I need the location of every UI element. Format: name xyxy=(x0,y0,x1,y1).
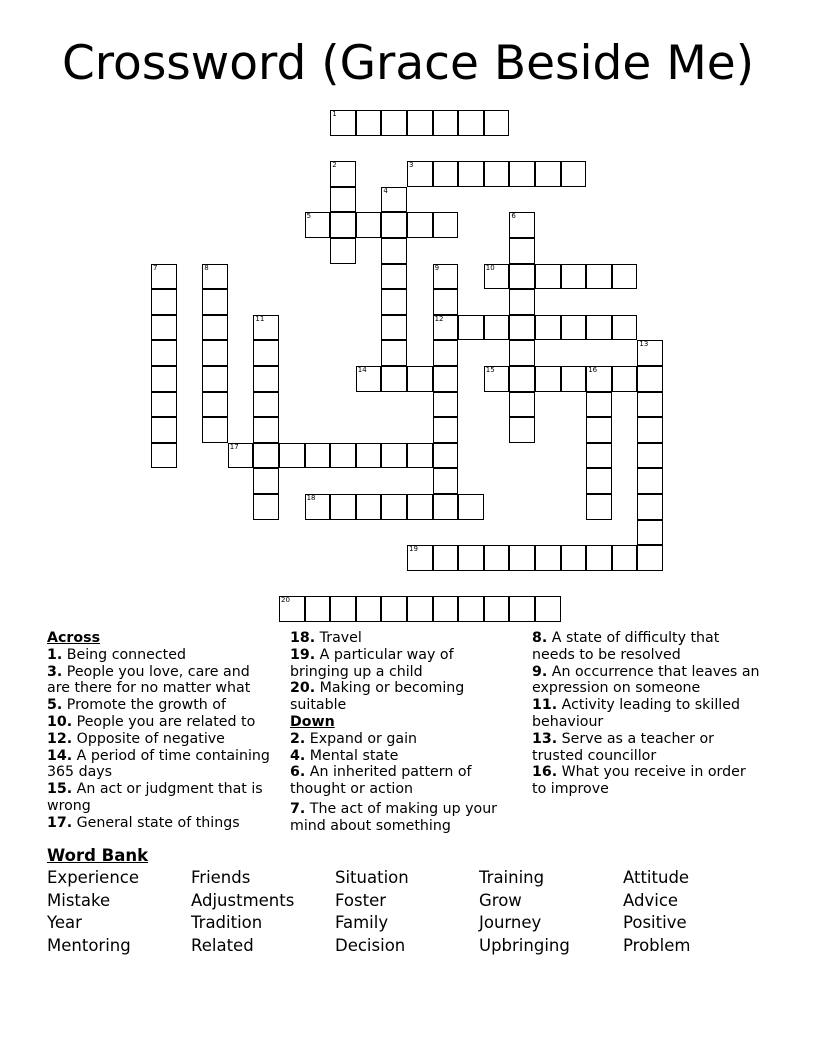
grid-cell[interactable] xyxy=(484,366,510,392)
grid-cell[interactable] xyxy=(561,161,587,187)
clue-across-10: 10. People you are related to xyxy=(47,713,256,730)
grid-cell[interactable] xyxy=(202,417,228,443)
grid-cell[interactable] xyxy=(637,443,663,469)
grid-cell[interactable] xyxy=(458,110,484,136)
grid-cell[interactable] xyxy=(458,161,484,187)
grid-cell[interactable] xyxy=(433,289,459,315)
clue-number: 14 xyxy=(357,366,367,374)
clue-number: 3 xyxy=(409,161,414,170)
grid-cell[interactable] xyxy=(330,494,356,520)
grid-cell[interactable] xyxy=(637,392,663,418)
grid-cell[interactable] xyxy=(202,340,228,366)
grid-cell[interactable] xyxy=(561,264,587,290)
grid-cell[interactable] xyxy=(586,545,612,571)
clue-column-2 xyxy=(290,630,515,835)
clue-across-15: 15. An act or judgment that is wrong xyxy=(47,781,263,814)
grid-cell[interactable] xyxy=(484,161,510,187)
grid-cell[interactable] xyxy=(586,494,612,520)
grid-cell[interactable] xyxy=(356,443,382,469)
grid-cell[interactable] xyxy=(407,443,433,469)
word-bank-item: Positive xyxy=(623,913,687,932)
grid-cell[interactable] xyxy=(253,366,279,392)
grid-cell[interactable] xyxy=(151,315,177,341)
grid-cell[interactable] xyxy=(484,110,510,136)
grid-cell[interactable] xyxy=(612,366,638,392)
grid-cell[interactable] xyxy=(484,264,510,290)
grid-cell[interactable] xyxy=(330,161,356,187)
grid-cell[interactable] xyxy=(381,238,407,264)
grid-cell[interactable] xyxy=(433,340,459,366)
grid-cell[interactable] xyxy=(433,212,459,238)
clue-number: 8 xyxy=(204,263,209,272)
grid-cell[interactable] xyxy=(586,443,612,469)
clue-across-20: 20. Making or becoming suitable xyxy=(290,680,465,714)
grid-cell[interactable] xyxy=(330,212,356,238)
grid-cell[interactable] xyxy=(433,596,459,622)
clue-column-3 xyxy=(532,630,762,798)
clue-down-13: 13. Serve as a teacher or trusted councillor xyxy=(532,730,715,764)
grid-cell[interactable] xyxy=(202,392,228,418)
grid-cell[interactable] xyxy=(356,212,382,238)
grid-cell[interactable] xyxy=(330,443,356,469)
clue-across-19: 19. A particular way of bringing up a child xyxy=(290,646,454,680)
grid-cell[interactable] xyxy=(253,468,279,494)
down-heading: Down xyxy=(290,713,335,730)
clue-down-9: 9. An occurrence that leaves an expression on someone xyxy=(532,663,760,697)
grid-cell[interactable] xyxy=(381,110,407,136)
grid-cell[interactable] xyxy=(433,468,459,494)
grid-cell[interactable] xyxy=(509,366,535,392)
grid-cell[interactable] xyxy=(586,417,612,443)
grid-cell[interactable] xyxy=(279,443,305,469)
grid-cell[interactable] xyxy=(433,315,459,341)
grid-cell[interactable] xyxy=(381,596,407,622)
grid-cell[interactable] xyxy=(535,161,561,187)
clue-down-8: 8. A state of difficulty that needs to be resolved xyxy=(532,630,720,663)
grid-cell[interactable] xyxy=(253,494,279,520)
grid-cell[interactable] xyxy=(535,264,561,290)
grid-cell[interactable] xyxy=(151,366,177,392)
grid-cell[interactable] xyxy=(407,494,433,520)
word-bank-item: Tradition xyxy=(191,913,263,932)
clue-across-5: 5. Promote the growth of xyxy=(47,697,226,714)
clue-down-11: 11. Activity leading to skilled behaviour xyxy=(532,697,740,730)
grid-cell[interactable] xyxy=(586,264,612,290)
clue-down-16: 16. What you receive in order to improve xyxy=(532,764,746,798)
clue-column-1 xyxy=(47,630,272,832)
grid-cell[interactable] xyxy=(381,340,407,366)
grid-cell[interactable] xyxy=(509,238,535,264)
grid-cell[interactable] xyxy=(407,596,433,622)
grid-cell[interactable] xyxy=(637,494,663,520)
grid-cell[interactable] xyxy=(484,596,510,622)
grid-cell[interactable] xyxy=(509,289,535,315)
grid-cell[interactable] xyxy=(151,340,177,366)
grid-cell[interactable] xyxy=(612,264,638,290)
grid-cell[interactable] xyxy=(381,366,407,392)
grid-cell[interactable] xyxy=(407,110,433,136)
grid-cell[interactable] xyxy=(305,494,331,520)
clue-number: 20 xyxy=(281,596,290,605)
clue-number: 5 xyxy=(306,212,312,221)
grid-cell[interactable] xyxy=(458,494,484,520)
grid-cell[interactable] xyxy=(535,596,561,622)
word-bank-item: Experience xyxy=(47,868,140,887)
grid-cell[interactable] xyxy=(202,315,228,341)
grid-cell[interactable] xyxy=(509,264,535,290)
grid-cell[interactable] xyxy=(305,212,331,238)
grid-cell[interactable] xyxy=(356,366,382,392)
grid-cell[interactable] xyxy=(433,417,459,443)
word-bank-item: Attitude xyxy=(623,868,690,887)
clue-number: 12 xyxy=(434,314,444,323)
grid-cell[interactable] xyxy=(356,596,382,622)
grid-cell[interactable] xyxy=(509,315,535,341)
grid-cell[interactable] xyxy=(407,545,433,571)
grid-cell[interactable] xyxy=(535,315,561,341)
grid-cell[interactable] xyxy=(381,212,407,238)
clue-number: 1 xyxy=(332,110,337,118)
clue-number: 2 xyxy=(332,161,337,170)
grid-cell[interactable] xyxy=(433,110,459,136)
clue-number: 11 xyxy=(255,314,265,323)
word-bank-item: Problem xyxy=(623,936,691,955)
grid-cell[interactable] xyxy=(586,315,612,341)
grid-cell[interactable] xyxy=(509,212,535,238)
grid-cell[interactable] xyxy=(253,392,279,418)
grid-cell[interactable] xyxy=(151,417,177,443)
clue-across-18: 18. Travel xyxy=(290,630,362,646)
grid-cell[interactable] xyxy=(305,596,331,622)
grid-cell[interactable] xyxy=(202,366,228,392)
clue-down-2: 2. Expand or gain xyxy=(290,730,418,747)
grid-cell[interactable] xyxy=(509,596,535,622)
grid-cell[interactable] xyxy=(637,545,663,571)
grid-cell[interactable] xyxy=(330,596,356,622)
grid-cell[interactable] xyxy=(433,366,459,392)
grid-cell[interactable] xyxy=(381,443,407,469)
clue-number: 16 xyxy=(588,366,598,374)
clue-number: 15 xyxy=(485,366,495,374)
clue-across-3: 3. People you love, care and are there for no matter what xyxy=(47,663,251,697)
word-bank-item: Adjustments xyxy=(191,891,295,910)
grid-cell[interactable] xyxy=(381,264,407,290)
grid-cell[interactable] xyxy=(356,494,382,520)
word-bank-item: Upbringing xyxy=(479,936,570,955)
grid-cell[interactable] xyxy=(253,315,279,341)
grid-cell[interactable] xyxy=(586,468,612,494)
clue-number: 10 xyxy=(485,263,495,272)
clue-number: 9 xyxy=(434,263,440,272)
clue-across-1: 1. Being connected xyxy=(47,646,186,663)
grid-cell[interactable] xyxy=(151,443,177,469)
grid-cell[interactable] xyxy=(561,315,587,341)
grid-cell[interactable] xyxy=(637,468,663,494)
grid-cell[interactable] xyxy=(586,366,612,392)
grid-cell[interactable] xyxy=(381,315,407,341)
grid-cell[interactable] xyxy=(535,545,561,571)
word-bank-item: Year xyxy=(47,913,82,932)
word-bank-item: Advice xyxy=(623,891,679,910)
grid-cell[interactable] xyxy=(433,264,459,290)
grid-cell[interactable] xyxy=(612,315,638,341)
grid-cell[interactable] xyxy=(509,161,535,187)
clue-across-17: 17. General state of things xyxy=(47,814,240,831)
grid-cell[interactable] xyxy=(381,289,407,315)
grid-cell[interactable] xyxy=(381,494,407,520)
grid-cell[interactable] xyxy=(433,161,459,187)
word-bank-item: Foster xyxy=(335,891,386,910)
grid-cell[interactable] xyxy=(407,161,433,187)
grid-cell[interactable] xyxy=(381,187,407,213)
grid-cell[interactable] xyxy=(433,545,459,571)
grid-cell[interactable] xyxy=(253,417,279,443)
grid-cell[interactable] xyxy=(458,596,484,622)
grid-cell[interactable] xyxy=(561,366,587,392)
grid-cell[interactable] xyxy=(484,315,510,341)
grid-cell[interactable] xyxy=(253,443,279,469)
word-bank-item: Mistake xyxy=(47,891,111,910)
grid-cell[interactable] xyxy=(407,212,433,238)
grid-cell[interactable] xyxy=(458,545,484,571)
clue-number: 4 xyxy=(383,186,388,195)
grid-cell[interactable] xyxy=(535,366,561,392)
word-bank-item: Training xyxy=(479,868,545,887)
grid-cell[interactable] xyxy=(458,315,484,341)
grid-cell[interactable] xyxy=(509,392,535,418)
clue-across-12: 12. Opposite of negative xyxy=(47,730,225,747)
grid-cell[interactable] xyxy=(356,110,382,136)
grid-cell[interactable] xyxy=(637,520,663,546)
word-bank-item: Journey xyxy=(479,913,542,932)
grid-cell[interactable] xyxy=(484,545,510,571)
word-bank-item: Friends xyxy=(191,868,251,887)
word-bank-item: Mentoring xyxy=(47,936,131,955)
grid-cell[interactable] xyxy=(612,545,638,571)
word-bank-item: Situation xyxy=(335,868,409,887)
clue-number: 17 xyxy=(229,442,239,451)
clue-down-6: 6. An inherited pattern of thought or action xyxy=(290,764,472,798)
word-bank-item: Grow xyxy=(479,891,522,910)
grid-cell[interactable] xyxy=(253,340,279,366)
grid-cell[interactable] xyxy=(509,417,535,443)
page-title: Crossword (Grace Beside Me) xyxy=(61,36,755,91)
clue-number: 18 xyxy=(306,494,316,502)
grid-cell[interactable] xyxy=(305,443,331,469)
grid-cell[interactable] xyxy=(637,417,663,443)
clue-number: 7 xyxy=(153,263,158,272)
grid-cell[interactable] xyxy=(151,289,177,315)
grid-cell[interactable] xyxy=(637,340,663,366)
clue-number: 19 xyxy=(409,545,418,554)
grid-cell[interactable] xyxy=(330,238,356,264)
grid-cell[interactable] xyxy=(433,443,459,469)
grid-cell[interactable] xyxy=(202,289,228,315)
word-bank-title: Word Bank xyxy=(47,846,149,865)
grid-cell[interactable] xyxy=(151,392,177,418)
grid-cell[interactable] xyxy=(433,392,459,418)
grid-cell[interactable] xyxy=(509,545,535,571)
clue-down-7: 7. The act of making up your mind about something xyxy=(290,800,498,834)
grid-cell[interactable] xyxy=(433,494,459,520)
grid-cell[interactable] xyxy=(330,187,356,213)
across-heading: Across xyxy=(47,630,101,646)
grid-cell[interactable] xyxy=(509,340,535,366)
grid-cell[interactable] xyxy=(586,392,612,418)
word-bank-item: Related xyxy=(191,936,254,955)
grid-cell[interactable] xyxy=(407,366,433,392)
clue-down-4: 4. Mental state xyxy=(290,747,399,764)
grid-cell[interactable] xyxy=(202,264,228,290)
clue-across-14: 14. A period of time containing 365 days xyxy=(47,747,270,781)
grid-cell[interactable] xyxy=(561,545,587,571)
grid-cell[interactable] xyxy=(279,596,305,622)
word-bank-item: Decision xyxy=(335,936,406,955)
grid-cell[interactable] xyxy=(637,366,663,392)
word-bank-item: Family xyxy=(335,913,389,932)
clue-number: 6 xyxy=(511,212,516,221)
grid-cell[interactable] xyxy=(228,443,254,469)
grid-cell[interactable] xyxy=(151,264,177,290)
grid-cell[interactable] xyxy=(330,110,356,136)
clue-number: 13 xyxy=(639,340,649,349)
